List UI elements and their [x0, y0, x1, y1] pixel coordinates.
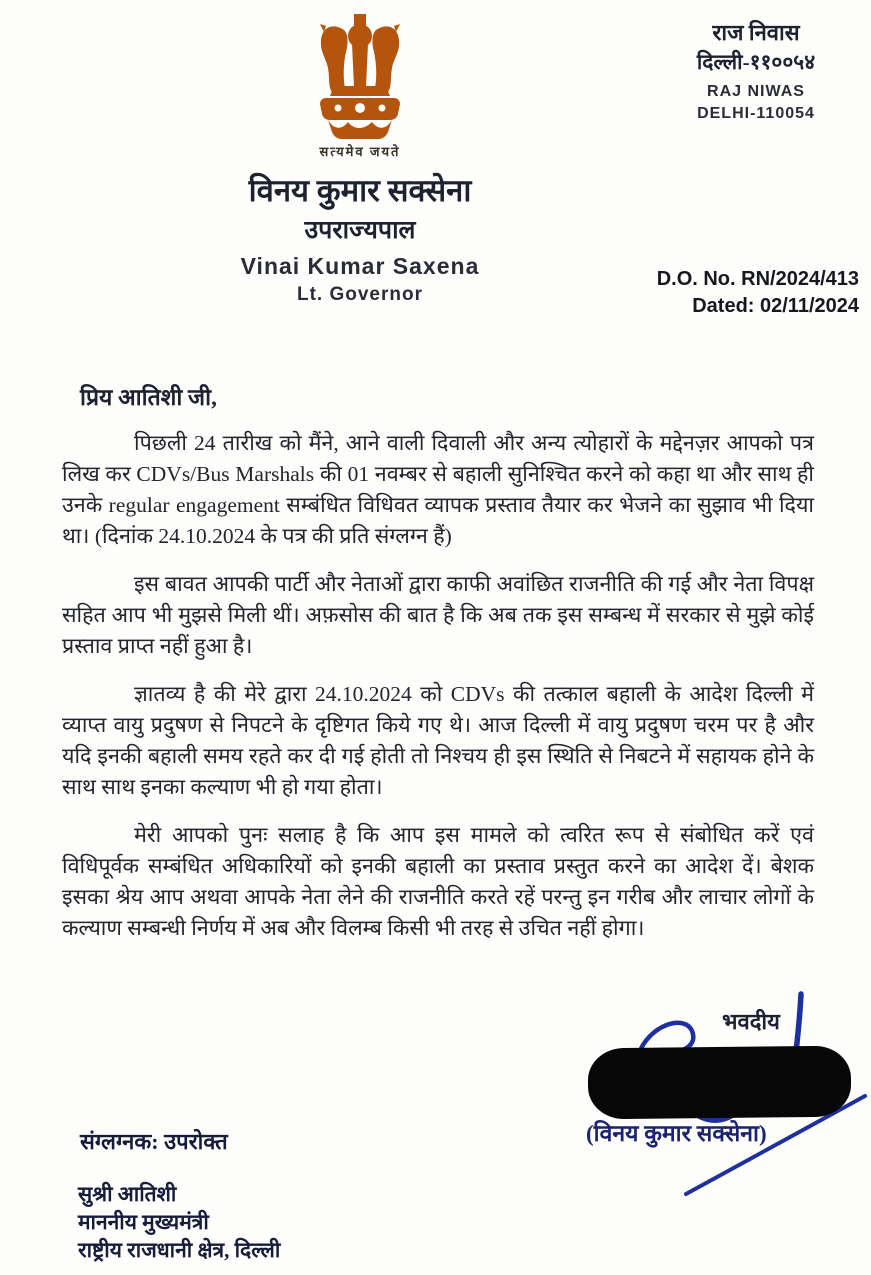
emblem-motto: सत्यमेव जयते — [319, 144, 401, 159]
letter-body — [62, 428, 814, 961]
office-address-hindi-1: राज निवास — [712, 20, 800, 45]
salutation: प्रिय आतिशी जी, — [80, 385, 217, 410]
paragraph-3: ज्ञातव्य है की मेरे द्वारा 24.10.2024 को CDVs की तत्काल बहाली के आदेश दिल्ली में व्याप्त वायु प्रदुषण से निपटने के दृष्टिगत किये गए थे। आज दिल्ली में वायु प्रदुषण चरम पर है और यदि इनकी बहाली समय रहते कर दी गई होती तो निश्चय ही इस स्थिति से निबटने में सहायक होने के साथ साथ इनका कल्याण भी हो गया होता। — [62, 682, 814, 799]
enclosure-note: संग्लग्नक: उपरोक्त — [80, 1129, 228, 1154]
paragraph-1: पिछली 24 तारीख को मैंने, आने वाली दिवाली और अन्य त्योहारों के मद्देनज़र आपको पत्र लिख कर CDVs/Bus Marshals की 01 नवम्बर से बहाली सुनिश्चित करने को कहा था और साथ ही उनके regular engagement सम्बंधित विधिवत व्यापक प्रस्ताव तैयार कर भेजने का सुझाव भी दिया था। (दिनांक 24.10.2024 के पत्र की प्रति संग्लग्न हैं) — [62, 431, 814, 548]
letterhead-name-block — [160, 172, 560, 307]
closing-word: भवदीय — [722, 1009, 780, 1034]
paragraph-4: मेरी आपको पुनः सलाह है कि आप इस मामले को त्वरित रूप से संबोधित करें एवं विधिपूर्वक सम्बंधित अधिकारियों को इनकी बहाली का प्रस्ताव प्रस्तुत करने का आदेश दें। बेशक इसका श्रेय आप अथवा आपके नेता लेने की राजनीति करते रहें परन्तु इन गरीब और लाचार लोगों के कल्याण सम्बन्धी निर्णय में अब और विलम्ब किसी भी तरह से उचित नहीं होगा। — [62, 823, 814, 940]
signature-redaction — [588, 1046, 852, 1120]
lg-designation-english: Lt. Governor — [296, 283, 423, 305]
lg-designation-hindi: उपराज्यपाल — [304, 216, 416, 244]
do-number: D.O. No. RN/2024/413 — [656, 268, 859, 290]
signatory-name: (विनय कुमार सक्सेना) — [586, 1121, 767, 1146]
national-emblem-icon — [295, 8, 425, 140]
reference-block — [509, 266, 859, 320]
addressee-block — [78, 1180, 280, 1264]
paragraph-2: इस बावत आपकी पार्टी और नेताओं द्वारा काफी अवांछित राजनीति की गई और नेता विपक्ष सहित आप भी मुझसे मिली थीं। अफ़सोस की बात है कि अब तक इस सम्बन्ध में सरकार से मुझे कोई प्रस्ताव प्राप्त नहीं हुआ है। — [62, 572, 814, 658]
office-address-english-1: RAJ NIWAS — [707, 83, 805, 101]
office-address-english-2: DELHI-110054 — [697, 104, 815, 122]
office-address-block — [650, 18, 862, 124]
lg-name-english: Vinai Kumar Saxena — [240, 253, 480, 279]
addressee-region: राष्ट्रीय राजधानी क्षेत्र, दिल्ली — [78, 1238, 281, 1262]
lg-name-hindi: विनय कुमार सक्सेना — [248, 173, 472, 208]
addressee-name: सुश्री आतिशी — [78, 1182, 177, 1206]
letterhead-emblem-block — [295, 8, 425, 160]
addressee-designation: माननीय मुख्यमंत्री — [78, 1210, 209, 1234]
office-address-hindi-2: दिल्ली-११००५४ — [696, 49, 816, 74]
letter-date: Dated: 02/11/2024 — [692, 295, 859, 317]
